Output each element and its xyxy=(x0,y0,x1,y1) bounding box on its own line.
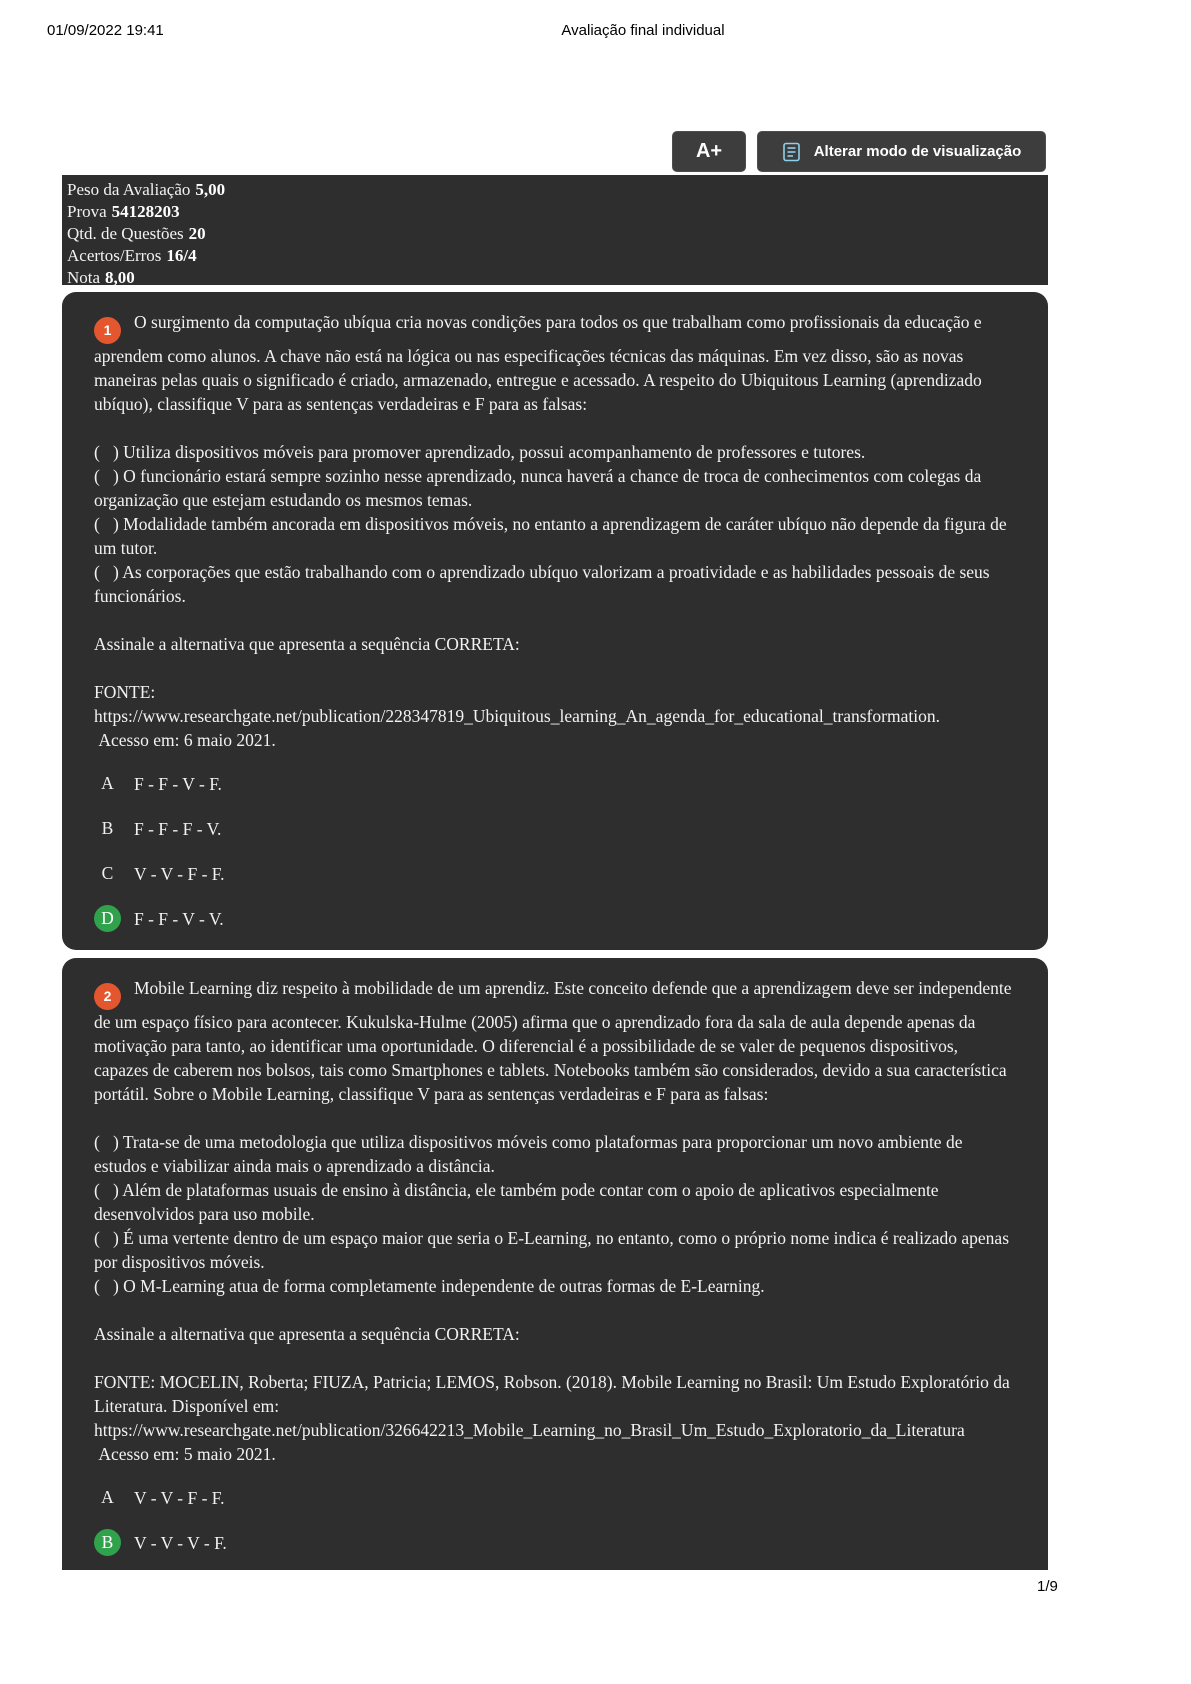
summary-value: 20 xyxy=(188,224,206,243)
statement: ( ) Utiliza dispositivos móveis para promover aprendizado, possui acompanhamento de professores e tutores. xyxy=(94,442,866,462)
option-a[interactable] xyxy=(94,770,1016,797)
source-url: https://www.researchgate.net/publication/326642213_Mobile_Learning_no_Brasil_Um_Estudo_Exploratorio_da_Literatura xyxy=(94,1420,965,1440)
option-text: V - V - F - F. xyxy=(134,1487,225,1508)
source-access-date: Acesso em: 5 maio 2021. xyxy=(94,1444,276,1464)
option-b[interactable] xyxy=(94,815,1016,842)
statement: ( ) Trata-se de uma metodologia que utiliza dispositivos móveis como plataformas para proporcionar um novo ambiente de estudos e viabilizar ainda mais o aprendizado a distância. xyxy=(94,1132,967,1176)
statement: ( ) É uma vertente dentro de um espaço maior que seria o E-Learning, no entanto, como o próprio nome indica é realizado apenas por dispositivos móveis. xyxy=(94,1228,1014,1272)
option-c[interactable] xyxy=(94,860,1016,887)
summary-label: Nota xyxy=(67,268,101,285)
summary-value: 5,00 xyxy=(195,180,226,199)
source-access-date: Acesso em: 6 maio 2021. xyxy=(94,730,276,750)
summary-row-hits-errors xyxy=(67,245,1048,267)
statement: ( ) O M-Learning atua de forma completamente independente de outras formas de E-Learning. xyxy=(94,1276,765,1296)
summary-label: Peso da Avaliação xyxy=(67,180,191,199)
summary-value: 16/4 xyxy=(166,246,197,265)
statement: ( ) As corporações que estão trabalhando com o aprendizado ubíquo valorizam a proatividade e as habilidades pessoais de seus funcionários. xyxy=(94,562,994,606)
summary-row-question-count xyxy=(67,223,1048,245)
option-text: V - V - F - F. xyxy=(134,863,225,884)
question-2-page-clip xyxy=(62,958,1048,1570)
question-number-badge: 2 xyxy=(94,983,121,1010)
question-2-statements xyxy=(94,1130,1016,1298)
question-2-source xyxy=(94,1370,1016,1466)
option-letter: A xyxy=(101,773,114,793)
summary-row-grade xyxy=(67,267,1048,285)
option-a[interactable] xyxy=(94,1484,1016,1511)
assessment-summary xyxy=(62,175,1048,285)
option-letter: A xyxy=(101,1487,114,1507)
statement: ( ) Além de plataformas usuais de ensino à distância, ele também pode contar com o apoio de aplicativos especialmente desenvolvidos para uso mobile. xyxy=(94,1180,943,1224)
option-letter: B xyxy=(101,818,114,838)
summary-value: 8,00 xyxy=(105,268,135,285)
source-url: https://www.researchgate.net/publication/228347819_Ubiquitous_learning_An_agenda_for_educational_transformation. xyxy=(94,706,940,726)
option-text: F - F - V - F. xyxy=(134,773,222,794)
summary-label: Prova xyxy=(67,202,107,221)
question-number-badge: 1 xyxy=(94,317,121,344)
source-line: FONTE: MOCELIN, Roberta; FIUZA, Patricia; LEMOS, Robson. (2018). Mobile Learning no Brasil: Um Estudo Exploratório da Literatura. Disponível em: xyxy=(94,1372,1015,1416)
question-1-instruction: Assinale a alternativa que apresenta a sequência CORRETA: xyxy=(94,634,520,654)
question-1-source xyxy=(94,680,1016,752)
source-line: FONTE: xyxy=(94,682,156,702)
summary-row-exam xyxy=(67,201,1048,223)
question-2-panel xyxy=(62,958,1048,1570)
summary-label: Qtd. de Questões xyxy=(67,224,184,243)
page-number: 1/9 xyxy=(1037,1578,1058,1595)
print-datetime: 01/09/2022 19:41 xyxy=(47,22,164,39)
question-2-options xyxy=(94,1484,1016,1556)
option-letter: C xyxy=(101,863,114,883)
option-b-selected[interactable] xyxy=(94,1529,1016,1556)
question-body: O surgimento da computação ubíqua cria novas condições para todos os que trabalham como profissionais da educação e aprendem como alunos. A chave não está na lógica ou nas especificações técnicas das máquinas. Em vez disso, são as novas maneiras pelas quais o significado é criado, armazenado, entregue e acessado. A respeito do Ubiquitous Learning (aprendizado ubíquo), classifique V para as sentenças verdadeiras e F para as falsas: xyxy=(94,312,982,414)
question-1-options xyxy=(94,770,1016,932)
summary-value: 54128203 xyxy=(111,202,180,221)
view-mode-button[interactable] xyxy=(757,131,1046,172)
summary-row-weight xyxy=(67,179,1048,201)
question-1-statements xyxy=(94,440,1016,608)
option-letter-selected: B xyxy=(94,1529,121,1556)
font-size-button[interactable]: A+ xyxy=(672,131,746,172)
question-1-panel xyxy=(62,292,1048,950)
option-text: F - F - F - V. xyxy=(134,818,222,839)
summary-label: Acertos/Erros xyxy=(67,246,162,265)
option-text: F - F - V - V. xyxy=(134,908,224,929)
statement: ( ) O funcionário estará sempre sozinho nesse aprendizado, nunca haverá a chance de troca de conhecimentos com colegas da organização que estejam estudando os mesmos temas. xyxy=(94,466,986,510)
statement: ( ) Modalidade também ancorada em dispositivos móveis, no entanto a aprendizagem de caráter ubíquo não depende da figura de um tutor. xyxy=(94,514,1011,558)
option-d-selected[interactable] xyxy=(94,905,1016,932)
question-1-text xyxy=(94,310,1016,416)
option-text: V - V - V - F. xyxy=(134,1532,227,1553)
print-title: Avaliação final individual xyxy=(561,22,725,39)
view-mode-label: Alterar modo de visualização xyxy=(813,143,1022,160)
question-body: Mobile Learning diz respeito à mobilidade de um aprendiz. Este conceito defende que a aprendizagem deve ser independente de um espaço físico para acontecer. Kukulska-Hulme (2005) afirma que o aprendizado fora da sala de aula depende apenas da motivação para tanto, ao identificar uma oportunidade. O diferencial é a possibilidade de se valer de pequenos dispositivos, capazes de caberem nos bolsos, tais como Smartphones e tablets. Notebooks também são considerados, devido a sua característica portátil. Sobre o Mobile Learning, classifique V para as sentenças verdadeiras e F para as falsas: xyxy=(94,978,1012,1104)
question-2-text xyxy=(94,976,1016,1106)
view-mode-icon xyxy=(782,142,804,162)
option-letter-selected: D xyxy=(94,905,121,932)
question-2-instruction: Assinale a alternativa que apresenta a sequência CORRETA: xyxy=(94,1324,520,1344)
